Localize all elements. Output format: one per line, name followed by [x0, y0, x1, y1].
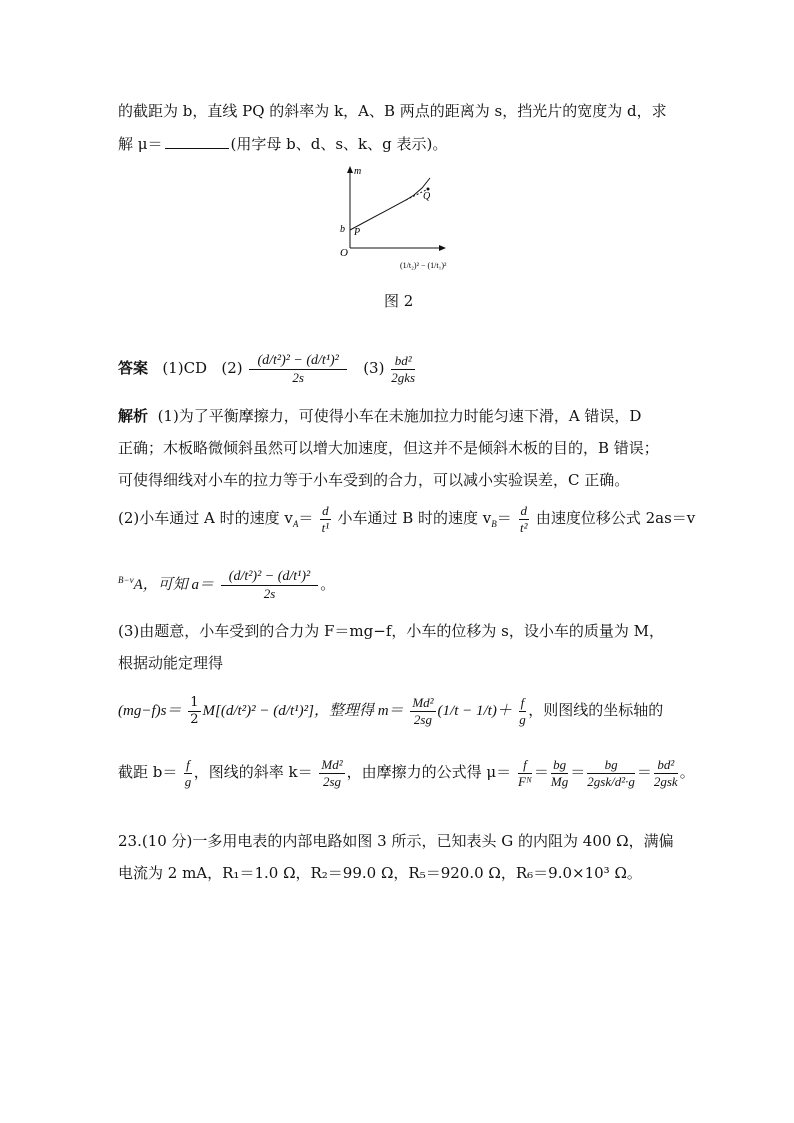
- y-axis-label: m: [354, 166, 362, 177]
- answer-2-fraction: $\frac{\text{(d/t²)² − (d/t¹)²}}{2s}$: [249, 353, 346, 386]
- analysis-line9: 截距 b＝ $\frac{f}{g}$ ，图线的斜率 k＝ $\frac{\text{Md²}}{2sg}$ ，由摩擦力的公式得 μ＝ $\frac{f}{\text{Fᴺ}}$ ＝ $\frac{bg}{Mg}$ ＝ $\frac{bg}{\text{2gsk/d²·g}}$ ＝ $\frac{\text{bd²}}{\text{2gsk}}$ 。: [118, 756, 695, 789]
- mu-fraction-2: $\frac{bg}{Mg}$: [550, 756, 569, 789]
- question-intro-line1: 的截距为 b，直线 PQ 的斜率为 k，A、B 两点的距离为 s，挡光片的宽度为 d，求: [118, 102, 667, 120]
- f-over-g-fraction: $\frac{f}{g}$: [519, 694, 526, 727]
- figure-caption: 图 2: [384, 292, 414, 310]
- point-p-label: P: [354, 227, 361, 238]
- data-curve: [350, 178, 430, 230]
- b-fraction: $\frac{f}{g}$: [184, 756, 192, 789]
- analysis-line4: (2)小车通过 A 时的速度 $v_A=$ $\frac{d}{\text{t¹}}$ 小车通过 B 时的速度 $v_B=$ $\frac{d}{\text{t²}}$ 由速度位移公式 2as＝v: [118, 502, 696, 535]
- question-23-line2: 电流为 2 mA，R₁＝1.0 Ω，R₂＝99.0 Ω，R₅＝920.0 Ω，R₆＝9.0×10³ Ω。: [118, 864, 642, 882]
- x-axis-arrow: [439, 245, 446, 251]
- origin-label: O: [340, 247, 348, 259]
- analysis-line2: 正确；木板略微倾斜虽然可以增大加速度，但这并不是倾斜木板的目的，B 错误；: [118, 439, 659, 457]
- m-vs-inverse-t-graph: [330, 162, 480, 280]
- mu-fraction-4: $\frac{\text{bd²}}{\text{2gsk}}$: [653, 756, 678, 789]
- mu-fraction-3: $\frac{bg}{\text{2gsk/d²·g}}$: [587, 756, 635, 789]
- question-23-line1: 23.(10 分)一多用电表的内部电路如图 3 所示，已知表头 G 的内阻为 400 Ω，满偏: [118, 832, 674, 850]
- y-axis-arrow: [347, 166, 353, 173]
- half-fraction: $\frac{1}{2}$: [190, 694, 199, 727]
- analysis-line3: 可使得细线对小车的拉力等于小车受到的合力，可以减小实验误差，C 正确。: [118, 471, 630, 489]
- analysis-line5: $^{B-v}$A，可知 a＝ $\frac{\text{(d/t²)² − (d/t¹)²}}{2s}$ 。: [118, 568, 336, 601]
- x-axis-label: (1/t₂)² − (1/t₁)²: [400, 261, 447, 270]
- vb-fraction: $\frac{d}{\text{t²}}$: [520, 502, 528, 535]
- answer-blank: [165, 134, 229, 149]
- analysis-line1: 解析 (1)为了平衡摩擦力，可使得小车在未施加拉力时能匀速下滑，A 错误，D: [118, 407, 642, 425]
- m-fraction: $\frac{\text{Md²}}{2sg}$: [412, 694, 434, 727]
- intercept-label: b: [340, 224, 345, 235]
- answer-3-fraction: $\frac{\text{bd²}}{\text{2gks}}$: [391, 352, 416, 385]
- point-q-label: Q: [423, 191, 431, 202]
- mu-fraction-1: $\frac{f}{\text{Fᴺ}}$: [517, 756, 532, 789]
- k-fraction: $\frac{\text{Md²}}{2sg}$: [321, 756, 343, 789]
- a-fraction: $\frac{\text{(d/t²)² − (d/t¹)²}}{2s}$: [221, 569, 318, 602]
- va-fraction: $\frac{d}{\text{t¹}}$: [321, 502, 330, 535]
- analysis-line6: (3)由题意，小车受到的合力为 F＝mg−f，小车的位移为 s，设小车的质量为 M，: [118, 622, 664, 640]
- question-intro-line2: 解 μ＝ (用字母 b、d、s、k、g 表示)。: [118, 135, 448, 153]
- answer-line: 答案 (1)CD (2) $\frac{\text{(d/t²)² − (d/t¹)²}}{2s}$ (3) $\frac{\text{bd²}}{\text{2gks}}$: [118, 352, 416, 385]
- analysis-line8: (mg−f)s＝ $\frac{1}{2}$ M[(d/t²)² − (d/t¹)²]，整理得 m＝ $\frac{\text{Md²}}{2sg}$ (1/t − 1/t)＋ $\frac{f}{g}$ ，则图线的坐标轴的: [118, 694, 664, 727]
- analysis-line7: 根据动能定理得: [118, 654, 224, 672]
